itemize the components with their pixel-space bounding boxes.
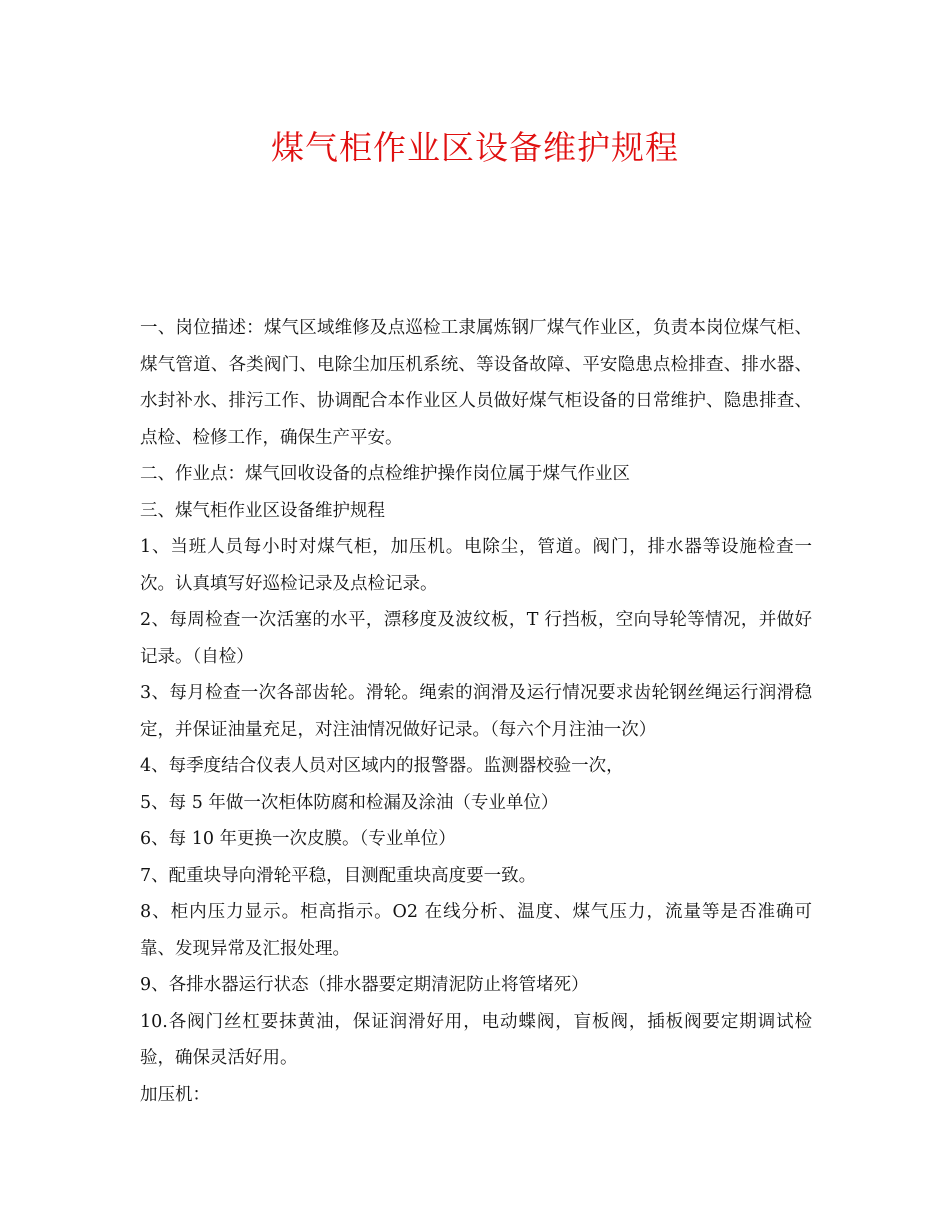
- paragraph-rule-5: 5、每 5 年做一次柜体防腐和检漏及涂油（专业单位）: [140, 792, 559, 813]
- paragraph-job-description: 一、岗位描述：煤气区域维修及点巡检工隶属炼钢厂煤气作业区，负责本岗位煤气柜、煤气管道、各类阀门、电除尘加压机系统、等设备故障、平安隐患点检排查、排水器、水封补水、排污工作、协调配合本作业区人员做好煤气柜设备的日常维护、隐患排查、点检、检修工作，确保生产平安。: [140, 318, 812, 448]
- document-body: [140, 310, 812, 1113]
- paragraph-rule-6: 6、每 10 年更换一次皮膜。（专业单位）: [140, 829, 456, 849]
- paragraph-section-heading: 三、煤气柜作业区设备维护规程: [140, 500, 385, 521]
- paragraph-rule-10: 10.各阀门丝杠要抹黄油，保证润滑好用，电动蝶阀，盲板阀，插板阀要定期调试检验，确保灵活好用。: [140, 1011, 812, 1068]
- paragraph-rule-3: 3、每月检查一次各部齿轮。滑轮。绳索的润滑及运行情况要求齿轮钢丝绳运行润滑稳定，并保证油量充足，对注油情况做好记录。（每六个月注油一次）: [140, 683, 812, 740]
- paragraph-rule-8: 8、柜内压力显示。柜高指示。O2 在线分析、温度、煤气压力，流量等是否准确可靠、发现异常及汇报处理。: [140, 902, 812, 959]
- paragraph-rule-1: 1、当班人员每小时对煤气柜，加压机。电除尘，管道。阀门，排水器等设施检查一次。认真填写好巡检记录及点检记录。: [140, 537, 812, 594]
- document-title: 煤气柜作业区设备维护规程: [271, 128, 679, 167]
- paragraph-rule-9: 9、各排水器运行状态（排水器要定期清泥防止将管堵死）: [140, 975, 589, 995]
- paragraph-rule-2: 2、每周检查一次活塞的水平，漂移度及波纹板，T 行挡板，空向导轮等情况，并做好记录。（自检）: [140, 610, 812, 667]
- paragraph-compressor-heading: 加压机：: [140, 1084, 210, 1105]
- paragraph-work-site: 二、作业点：煤气回收设备的点检维护操作岗位属于煤气作业区: [140, 464, 630, 484]
- paragraph-rule-7: 7、配重块导向滑轮平稳，目测配重块高度要一致。: [140, 865, 537, 886]
- paragraph-rule-4: 4、每季度结合仪表人员对区域内的报警器。监测器校验一次，: [140, 756, 624, 776]
